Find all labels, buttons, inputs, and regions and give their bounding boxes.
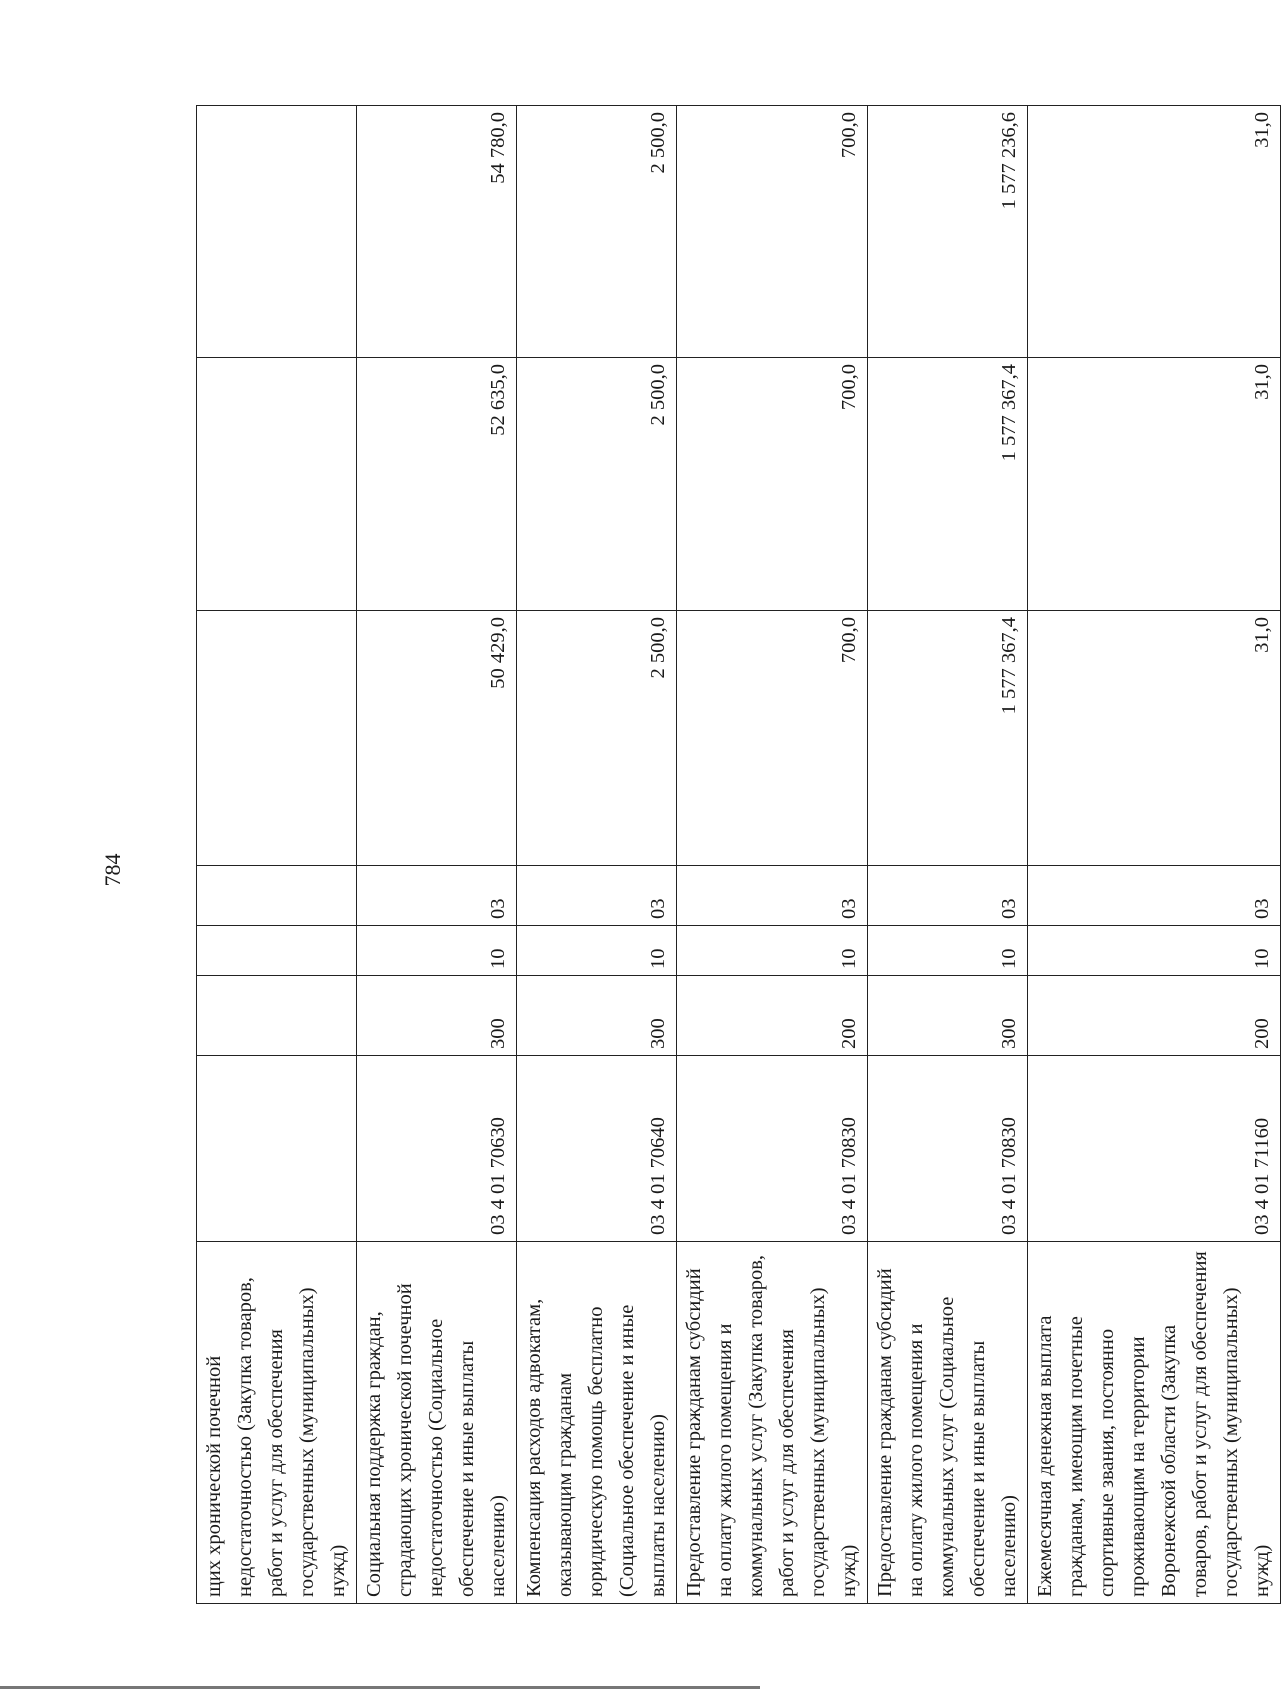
subsection-cell: 03 [868, 866, 1028, 926]
amount-year3-cell: 2 500,0 [517, 106, 677, 358]
table-row [868, 106, 1028, 1604]
target-code-cell: 03 4 01 70830 [677, 1056, 868, 1242]
amount-year1-cell: 700,0 [677, 611, 868, 866]
amount-year3-cell [197, 106, 357, 358]
scan-edge-line [0, 1686, 760, 1689]
amount-year2-cell [197, 358, 357, 611]
target-code-cell: 03 4 01 71160 [1028, 1056, 1281, 1242]
amount-year1-cell: 50 429,0 [357, 611, 517, 866]
amount-year1-cell: 2 500,0 [517, 611, 677, 866]
row-name-cell: Предоставление гражданам субсидий на оплату жилого помещения и коммунальных услуг (Закупка товаров, работ и услуг для обеспечения государственных (муниципальных) нужд) [677, 1242, 868, 1604]
amount-year2-cell: 1 577 367,4 [868, 358, 1028, 611]
table-row [197, 106, 357, 1604]
expense-type-cell: 200 [1028, 976, 1281, 1056]
subsection-cell: 03 [517, 866, 677, 926]
amount-year1-cell: 1 577 367,4 [868, 611, 1028, 866]
row-name-cell: Ежемесячная денежная выплата гражданам, имеющим почетные спортивные звания, постоянно проживающим на территории Воронежской области (Закупка товаров, работ и услуг для обеспечения государственных (муниципальных) нужд) [1028, 1242, 1281, 1604]
rotated-table-wrapper [196, 106, 1273, 1604]
target-code-cell: 03 4 01 70830 [868, 1056, 1028, 1242]
expense-type-cell: 300 [357, 976, 517, 1056]
row-name-cell: Предоставление гражданам субсидий на оплату жилого помещения и коммунальных услуг (Социальное обеспечение и иные выплаты населению) [868, 1242, 1028, 1604]
subsection-cell: 03 [357, 866, 517, 926]
amount-year2-cell: 52 635,0 [357, 358, 517, 611]
expense-type-cell: 300 [517, 976, 677, 1056]
section-cell: 10 [1028, 926, 1281, 976]
table-row [517, 106, 677, 1604]
target-code-cell [197, 1056, 357, 1242]
table-row [677, 106, 868, 1604]
target-code-cell: 03 4 01 70640 [517, 1056, 677, 1242]
row-name-cell: Социальная поддержка граждан, страдающих хронической почечной недостаточностью (Социальное обеспечение и иные выплаты населению) [357, 1242, 517, 1604]
amount-year3-cell: 54 780,0 [357, 106, 517, 358]
amount-year1-cell: 31,0 [1028, 611, 1281, 866]
section-cell: 10 [517, 926, 677, 976]
table-row [357, 106, 517, 1604]
table-row [1028, 106, 1281, 1604]
budget-table [196, 105, 1281, 1604]
row-name-cell: Компенсация расходов адвокатам, оказывающим гражданам юридическую помощь бесплатно (Социальное обеспечение и иные выплаты населению) [517, 1242, 677, 1604]
subsection-cell: 03 [1028, 866, 1281, 926]
amount-year1-cell [197, 611, 357, 866]
subsection-cell [197, 866, 357, 926]
page-number: 784 [100, 853, 125, 887]
expense-type-cell [197, 976, 357, 1056]
subsection-cell: 03 [677, 866, 868, 926]
expense-type-cell: 300 [868, 976, 1028, 1056]
section-cell: 10 [677, 926, 868, 976]
amount-year2-cell: 700,0 [677, 358, 868, 611]
amount-year2-cell: 2 500,0 [517, 358, 677, 611]
amount-year3-cell: 1 577 236,6 [868, 106, 1028, 358]
target-code-cell: 03 4 01 70630 [357, 1056, 517, 1242]
expense-type-cell: 200 [677, 976, 868, 1056]
section-cell: 10 [357, 926, 517, 976]
amount-year2-cell: 31,0 [1028, 358, 1281, 611]
section-cell [197, 926, 357, 976]
amount-year3-cell: 700,0 [677, 106, 868, 358]
amount-year3-cell: 31,0 [1028, 106, 1281, 358]
row-name-cell: щих хронической почечной недостаточностью (Закупка товаров, работ и услуг для обеспечения государственных (муниципальных) нужд) [197, 1242, 357, 1604]
section-cell: 10 [868, 926, 1028, 976]
